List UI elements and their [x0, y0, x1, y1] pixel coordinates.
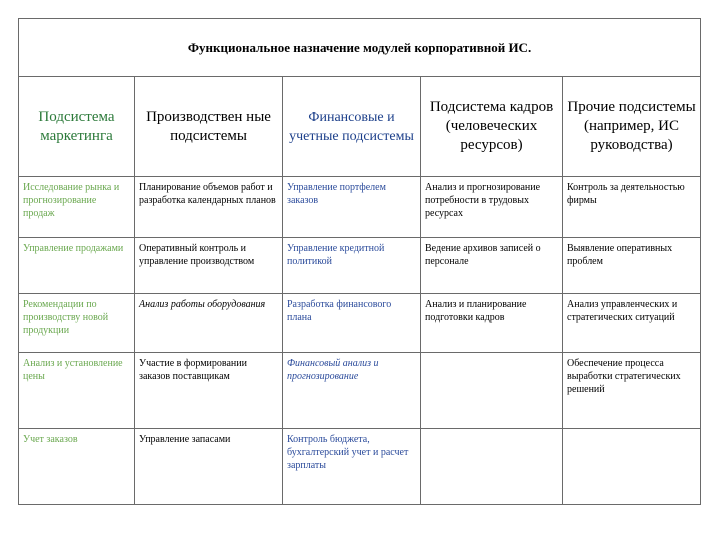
- table-row: [19, 294, 701, 353]
- header-row: [19, 77, 701, 177]
- table-cell: Участие в формировании заказов поставщикам: [135, 353, 283, 429]
- table-cell: Ведение архивов записей о персонале: [421, 238, 563, 294]
- table-title: Функциональное назначение модулей корпоративной ИС.: [19, 19, 701, 77]
- table-cell: [421, 353, 563, 429]
- table-cell: Оперативный контроль и управление производством: [135, 238, 283, 294]
- header-hr: Подсистема кадров (человеческих ресурсов): [421, 77, 563, 177]
- header-other: Прочие подсистемы (например, ИС руководства): [563, 77, 701, 177]
- table-cell: Выявление оперативных проблем: [563, 238, 701, 294]
- table-cell: [421, 429, 563, 505]
- table-cell: Исследование рынка и прогнозирование продаж: [19, 177, 135, 238]
- table-cell: Обеспечение процесса выработки стратегических решений: [563, 353, 701, 429]
- table-cell: Управление кредитной политикой: [283, 238, 421, 294]
- table-cell: Контроль бюджета, бухгалтерский учет и расчет зарплаты: [283, 429, 421, 505]
- header-marketing: Подсистема маркетинга: [19, 77, 135, 177]
- table-cell: Финансовый анализ и прогнозирование: [283, 353, 421, 429]
- table-cell: Управление портфелем заказов: [283, 177, 421, 238]
- header-production: Производствен ные подсистемы: [135, 77, 283, 177]
- table-row: [19, 429, 701, 505]
- title-row: [19, 19, 701, 77]
- table-cell: Рекомендации по производству новой продукции: [19, 294, 135, 353]
- table-row: [19, 353, 701, 429]
- table-cell: Анализ и прогнозирование потребности в трудовых ресурсах: [421, 177, 563, 238]
- table-row: [19, 177, 701, 238]
- table-cell: Учет заказов: [19, 429, 135, 505]
- table-cell: Анализ и установление цены: [19, 353, 135, 429]
- table-row: [19, 238, 701, 294]
- table-cell: Контроль за деятельностью фирмы: [563, 177, 701, 238]
- table-cell: [563, 429, 701, 505]
- table-cell: Управление запасами: [135, 429, 283, 505]
- header-finance: Финансовые и учетные подсистемы: [283, 77, 421, 177]
- table-cell: Анализ управленческих и стратегических ситуаций: [563, 294, 701, 353]
- table-cell: Разработка финансового плана: [283, 294, 421, 353]
- table-cell: Анализ работы оборудования: [135, 294, 283, 353]
- table-cell: Планирование объемов работ и разработка календарных планов: [135, 177, 283, 238]
- table-cell: Анализ и планирование подготовки кадров: [421, 294, 563, 353]
- table-cell: Управление продажами: [19, 238, 135, 294]
- functions-table: [18, 18, 701, 505]
